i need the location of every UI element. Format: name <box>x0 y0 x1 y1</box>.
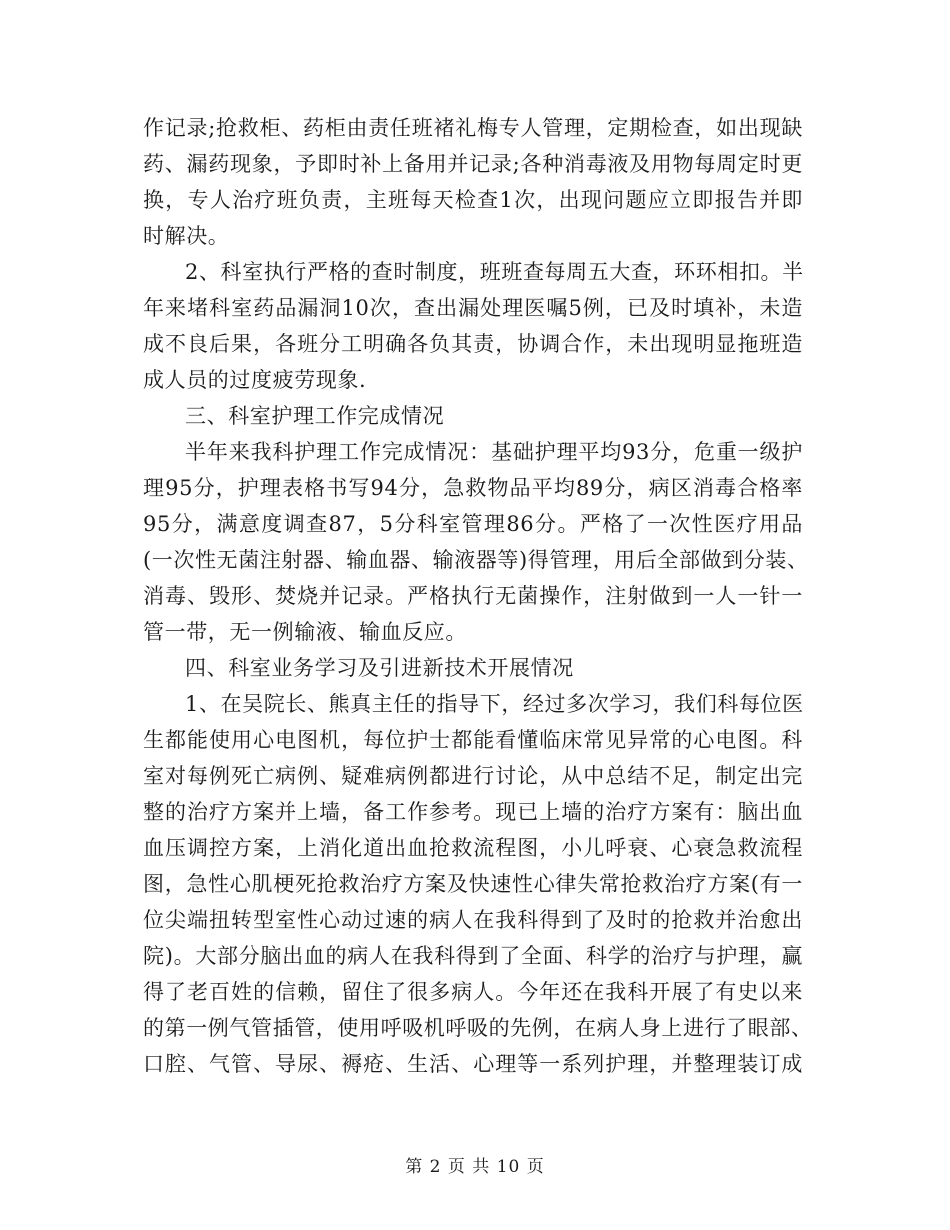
text-line: 成人员的过度疲劳现象. <box>143 368 367 392</box>
text-line: 血压调控方案，上消化道出血抢救流程图，小儿呼衰、心衰急救流程 <box>143 836 803 860</box>
text-line: (一次性无菌注射器、输血器、输液器等)得管理，用后全部做到分装、 <box>143 548 809 572</box>
text-line: 位尖端扭转型室性心动过速的病人在我科得到了及时的抢救并治愈出 <box>143 908 803 932</box>
text-line: 管一带，无一例输液、输血反应。 <box>143 620 467 644</box>
document-body <box>143 110 813 1082</box>
text-line: 四、科室业务学习及引进新技术开展情况 <box>185 656 574 680</box>
text-line: 理95分，护理表格书写94分，急救物品平均89分，病区消毒合格率 <box>143 476 803 500</box>
text-line: 得了老百姓的信赖，留住了很多病人。今年还在我科开展了有史以来 <box>143 980 803 1004</box>
text-line: 作记录;抢救柜、药柜由责任班褚礼梅专人管理，定期检查，如出现缺 <box>143 116 803 140</box>
text-line: 时解决。 <box>143 224 230 248</box>
text-line: 半年来我科护理工作完成情况：基础护理平均93分，危重一级护 <box>185 440 803 464</box>
text-line: 口腔、气管、导尿、褥疮、生活、心理等一系列护理，并整理装订成 <box>143 1052 803 1076</box>
text-line: 整的治疗方案并上墙，备工作参考。现已上墙的治疗方案有：脑出血 <box>143 800 803 824</box>
text-line: 年来堵科室药品漏洞10次，查出漏处理医嘱5例，已及时填补，未造 <box>143 296 803 320</box>
page-number: 第 2 页 共 10 页 <box>405 1157 545 1177</box>
text-line: 三、科室护理工作完成情况 <box>185 404 445 428</box>
text-line: 95分，满意度调查87，5分科室管理86分。严格了一次性医疗用品 <box>143 512 803 536</box>
text-line: 成不良后果，各班分工明确各负其责，协调合作，未出现明显拖班造 <box>143 332 803 356</box>
text-line: 院)。大部分脑出血的病人在我科得到了全面、科学的治疗与护理，赢 <box>143 944 803 968</box>
text-line: 的第一例气管插管，使用呼吸机呼吸的先例，在病人身上进行了眼部、 <box>143 1016 813 1040</box>
text-line: 消毒、毁形、焚烧并记录。严格执行无菌操作，注射做到一人一针一 <box>143 584 803 608</box>
text-line: 生都能使用心电图机，每位护士都能看懂临床常见异常的心电图。科 <box>143 728 803 752</box>
text-line: 1、在吴院长、熊真主任的指导下，经过多次学习，我们科每位医 <box>185 692 804 716</box>
text-line: 室对每例死亡病例、疑难病例都进行讨论，从中总结不足，制定出完 <box>143 764 803 788</box>
text-line: 2、科室执行严格的查时制度，班班查每周五大查，环环相扣。半 <box>185 260 804 284</box>
text-line: 药、漏药现象，予即时补上备用并记录;各种消毒液及用物每周定时更 <box>143 152 803 176</box>
text-line: 换，专人治疗班负责，主班每天检查1次，出现问题应立即报告并即 <box>143 188 803 212</box>
text-line: 图，急性心肌梗死抢救治疗方案及快速性心律失常抢救治疗方案(有一 <box>143 872 803 896</box>
